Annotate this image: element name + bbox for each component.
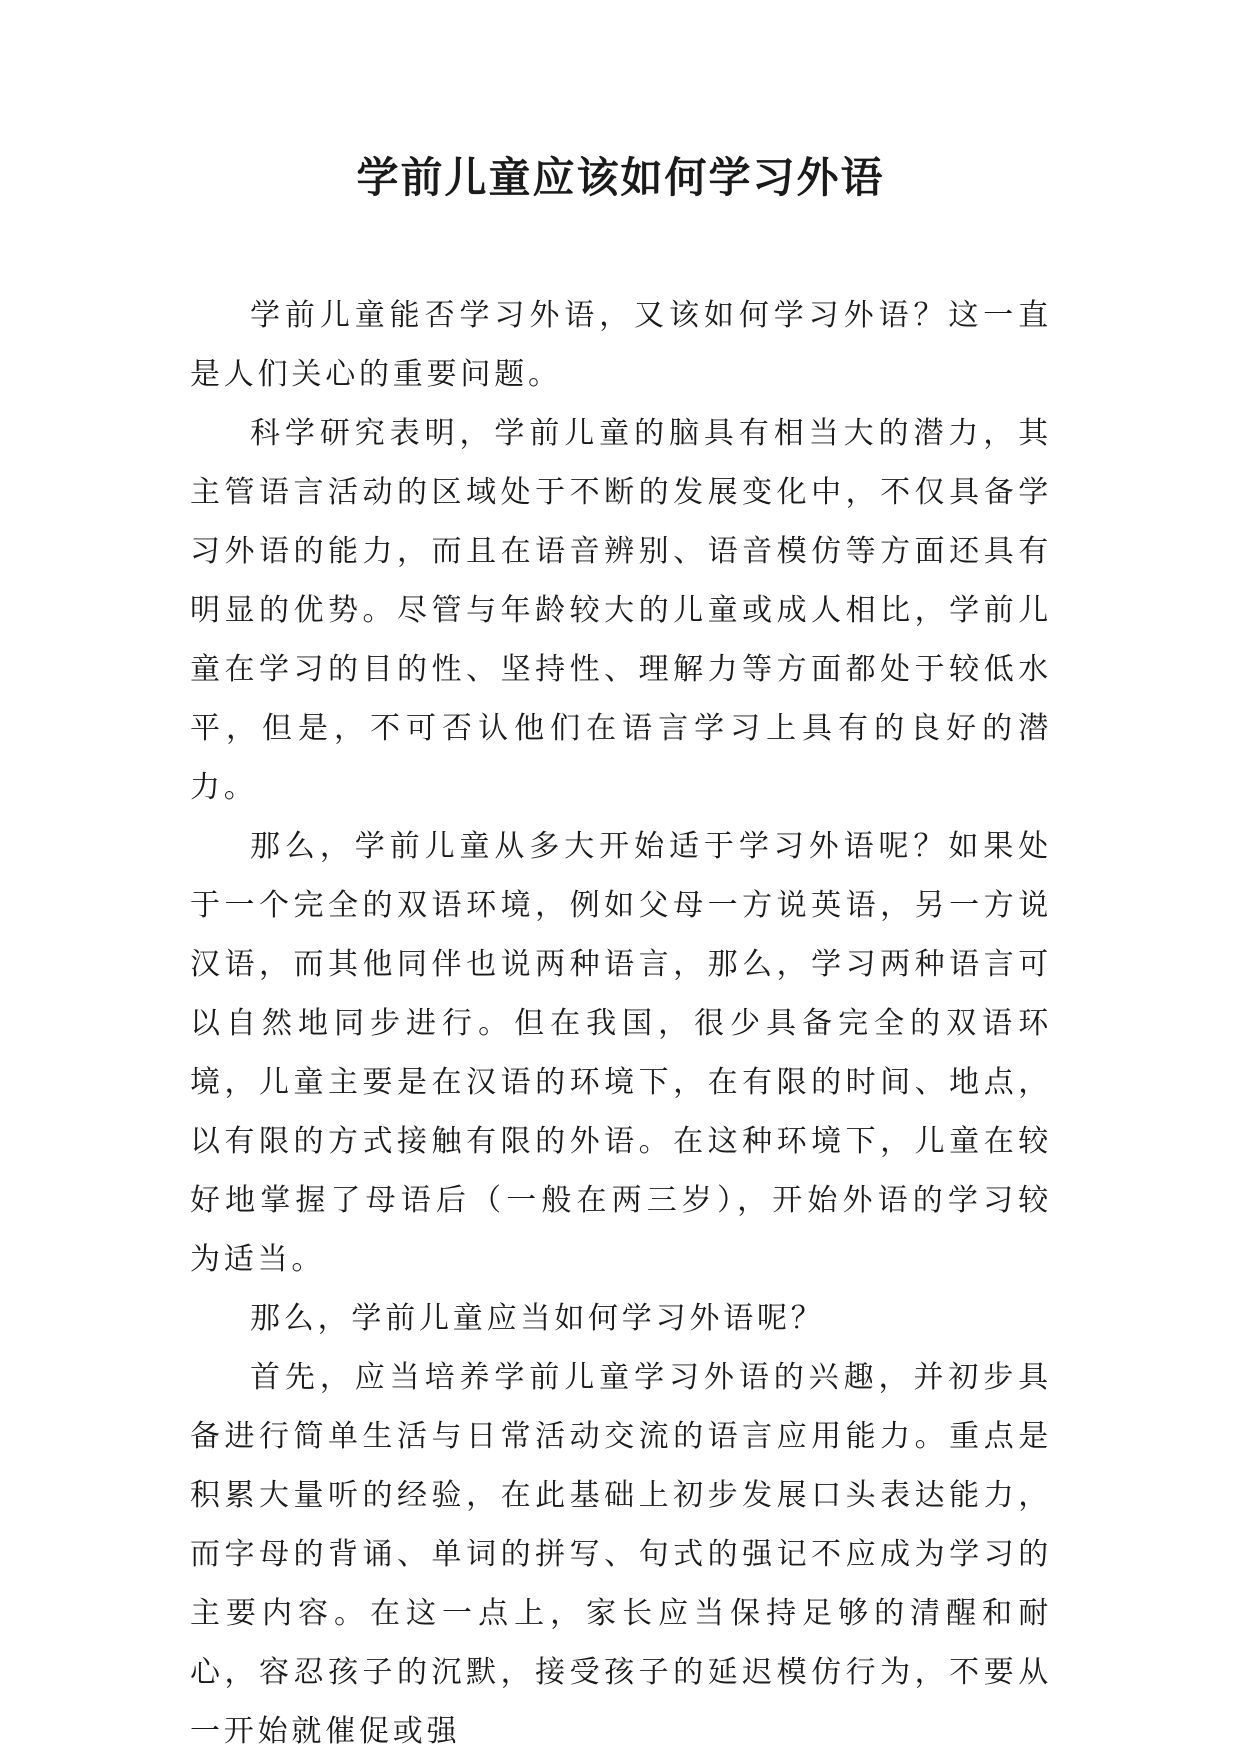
paragraph-2: 科学研究表明，学前儿童的脑具有相当大的潜力，其主管语言活动的区域处于不断的发展变化中，不仅具备学习外语的能力，而且在语音辨别、语音模仿等方面还具有明显的优势。尽管与年龄较大的儿童或成人相比，学前儿童在学习的目的性、坚持性、理解力等方面都处于较低水平，但是，不可否认他们在语言学习上具有的良好的潜力。 <box>190 416 1052 805</box>
document-body <box>190 286 1052 1761</box>
paragraph-4: 那么，学前儿童应当如何学习外语呢？ <box>250 1301 825 1336</box>
document-title: 学前儿童应该如何学习外语 <box>356 153 885 202</box>
paragraph-3: 那么，学前儿童从多大开始适于学习外语呢？如果处于一个完全的双语环境，例如父母一方说英语，另一方说汉语，而其他同伴也说两种语言，那么，学习两种语言可以自然地同步进行。但在我国，很少具备完全的双语环境，儿童主要是在汉语的环境下，在有限的时间、地点，以有限的方式接触有限的外语。在这种环境下，儿童在较好地掌握了母语后（一般在两三岁），开始外语的学习较为适当。 <box>190 829 1052 1277</box>
paragraph-1: 学前儿童能否学习外语，又该如何学习外语？这一直是人们关心的重要问题。 <box>190 298 1052 392</box>
paragraph-5: 首先，应当培养学前儿童学习外语的兴趣，并初步具备进行简单生活与日常活动交流的语言应用能力。重点是积累大量听的经验，在此基础上初步发展口头表达能力，而字母的背诵、单词的拼写、句式的强记不应成为学习的主要内容。在这一点上，家长应当保持足够的清醒和耐心，容忍孩子的沉默，接受孩子的延迟模仿行为，不要从一开始就催促或强 <box>190 1360 1052 1749</box>
